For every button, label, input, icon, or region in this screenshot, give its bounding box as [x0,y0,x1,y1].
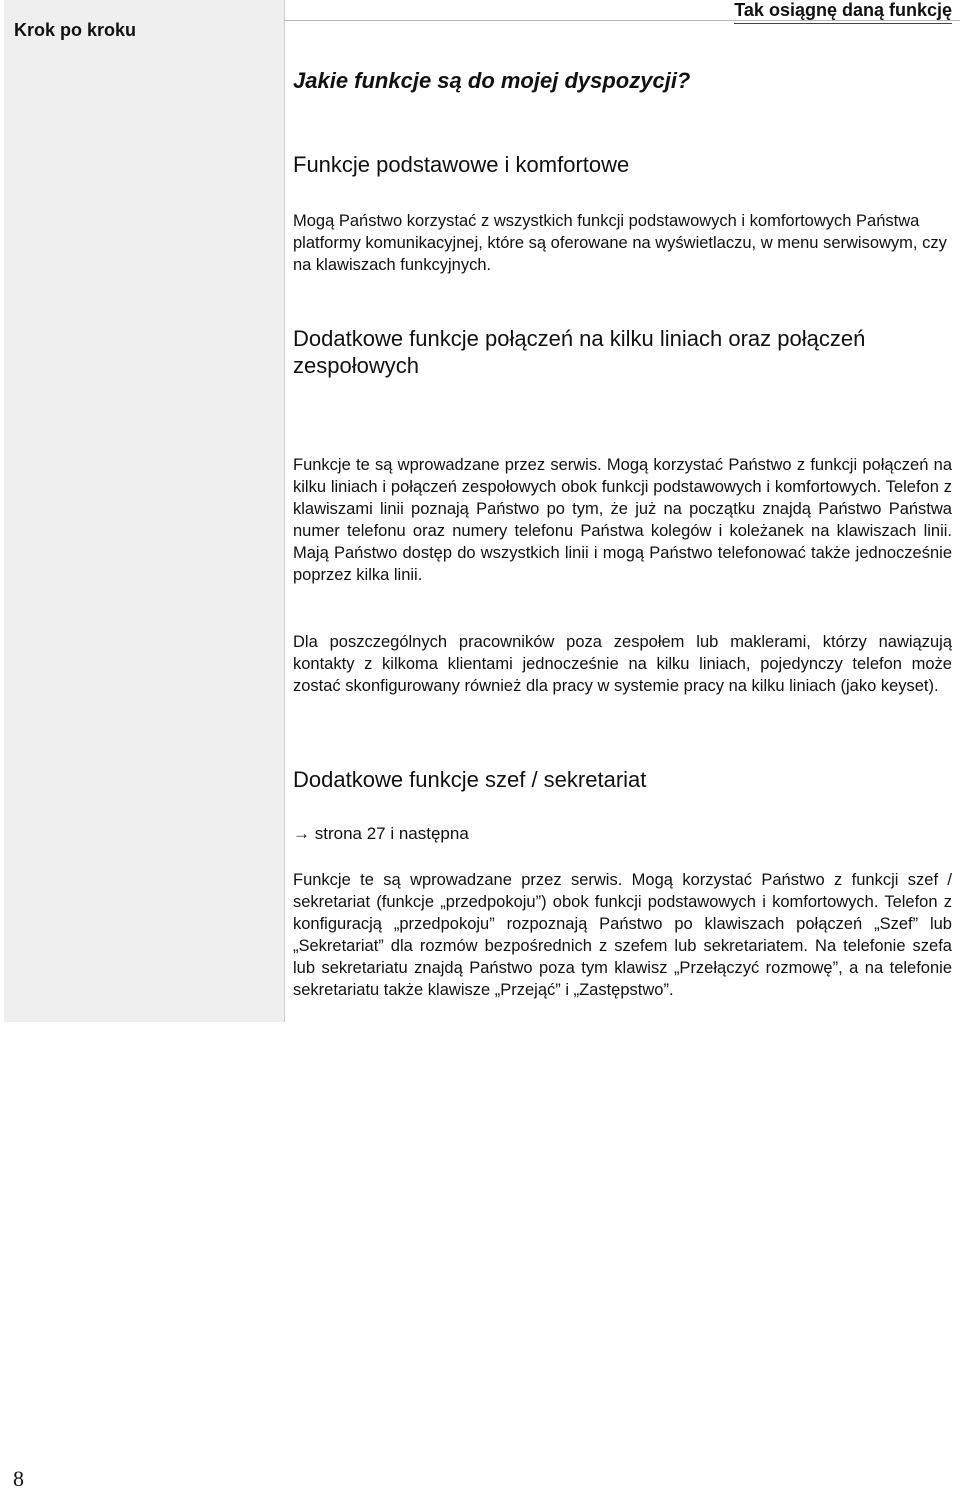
arrow-right-icon: → [293,824,310,843]
paragraph-boss-secretary: Funkcje te są wprowadzane przez serwis. Mogą korzystać Państwo z funkcji szef / sekretariat (funkcje „przedpokoju”) obok funkcji podstawowych i komfortowych. Telefon z konfiguracją „przedpokoju” rozpoznają Państwo po klawiszach połączeń „Szef” lub „Sekretariat” dla rozmów bezpośrednich z szefem lub sekretariatem. Na telefonie szefa lub sekretariatu znajdą Państwo poza tym klawisz „Przełączyć rozmowę”, a na telefonie sekretariatu także klawisze „Przejąć” i „Zastępstwo”. [293,871,952,999]
section-heading-boss-secretary: Dodatkowe funkcje szef / sekretariat [293,767,647,792]
page-reference[interactable] [293,824,469,844]
running-header: Tak osiągnę daną funkcję [734,0,952,24]
left-column-label: Krok po kroku [14,20,137,40]
section-heading-multiline: Dodatkowe funkcje połączeń na kilku liniach oraz połączeń zespołowych [293,326,866,378]
paragraph-multiline-2: Dla poszczególnych pracowników poza zespołem lub maklerami, którzy nawiązują kontakty z kilkoma klientami jednocześnie na kilku liniach, pojedynczy telefon może zostać skonfigurowany również dla pracy w systemie pracy na kilku liniach (jako keyset). [293,633,952,695]
page-number: 8 [13,1466,24,1491]
paragraph-multiline-1: Funkcje te są wprowadzane przez serwis. Mogą korzystać Państwo z funkcji połączeń na kilku liniach i połączeń zespołowych obok funkcji podstawowych i komfortowych. Telefon z klawiszami linii poznają Państwo po tym, że już na początku znajdą Państwo Państwa numer telefonu oraz numery telefonu Państwa kolegów i koleżanek na klawiszach linii. Mają Państwo dostęp do wszystkich linii i mogą Państwo telefonować także jednocześnie poprzez kilka linii. [293,456,952,584]
section-heading-basic: Funkcje podstawowe i komfortowe [293,152,630,177]
paragraph-basic: Mogą Państwo korzystać z wszystkich funkcji podstawowych i komfortowych Państwa platformy komunikacyjnej, które są oferowane na wyświetlaczu, w menu serwisowym, czy na klawiszach funkcyjnych. [293,212,947,274]
header-divider [284,20,960,21]
left-column [4,0,285,1022]
page-title: Jakie funkcje są do mojej dyspozycji? [293,68,691,93]
page-reference-text: strona 27 i następna [314,824,469,843]
